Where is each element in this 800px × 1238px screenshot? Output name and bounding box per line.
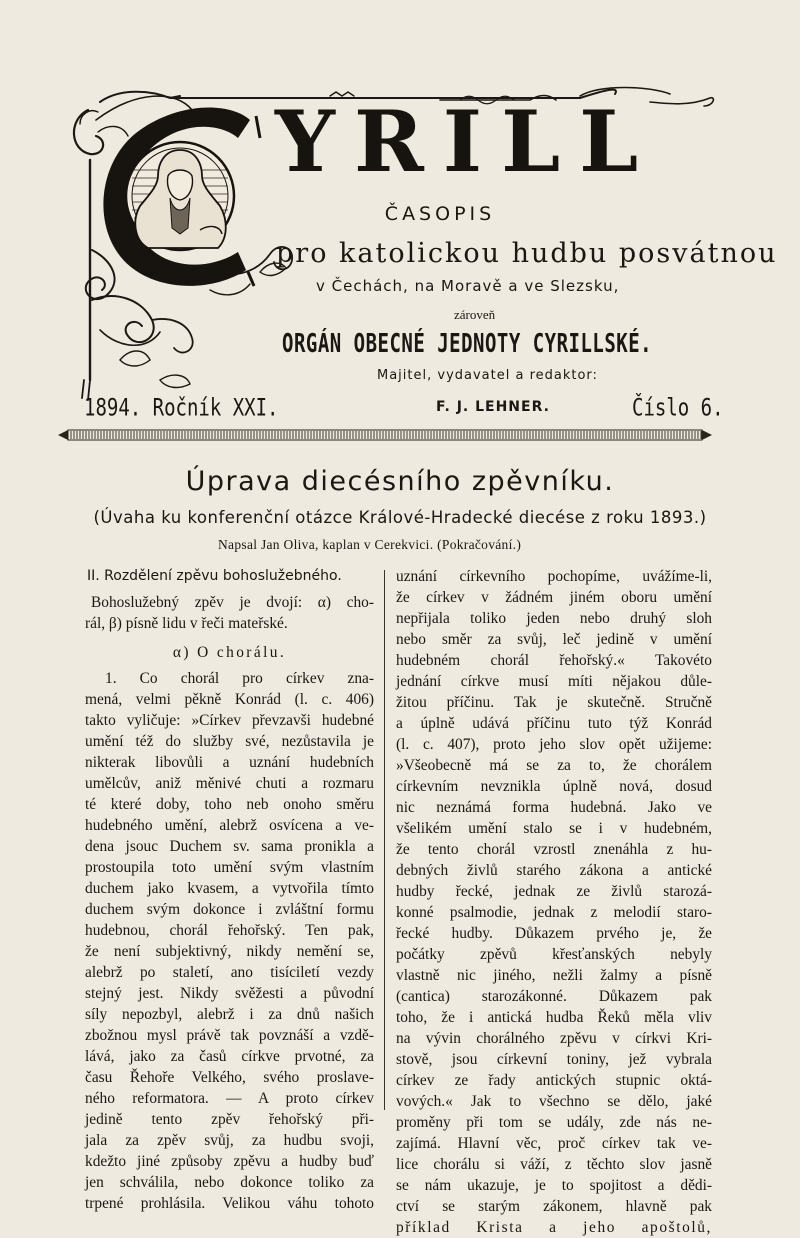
text-line: debných živlů starého zákona a antické — [396, 862, 712, 879]
text-line: a úplně udává příčinu tuto týž Konrád — [396, 715, 712, 732]
text-line: církevním nevznikla úplně nová, dosud — [396, 778, 712, 795]
text-line: vlastně nic jiného, nežli žalmy a písně — [396, 967, 712, 984]
article-title: Úprava diecésního zpěvníku. — [185, 466, 615, 497]
text-line: 1. Co chorál pro církev zna- — [105, 670, 374, 687]
text-line: žitou příčinu. Tak je skutečně. Stručně — [396, 694, 712, 711]
ornamental-rule — [58, 428, 712, 442]
text-line: ného reformatora. — A proto církev — [85, 1090, 374, 1107]
text-line: jen schválila, nebo dokonce toliko za — [85, 1174, 374, 1191]
text-line: nic neznámá forma hudebná. Jako ve — [396, 799, 712, 816]
masthead-organ: ORGÁN OBECNÉ JEDNOTY CYRILLSKÉ. — [282, 329, 653, 359]
text-line: řecké hudby. Důkazem prvého je, že — [396, 925, 712, 942]
text-line: všelikém umění stalo se i v hudebném, — [396, 820, 712, 837]
text-line: lice chorálu si váží, z těchto slov jasně — [396, 1156, 712, 1173]
article-subtitle: (Úvaha ku konferenční otázce Králové-Hradecké diecése z roku 1893.) — [93, 508, 707, 527]
saint-medallion-icon — [126, 142, 234, 250]
text-line: duchem jako kvasem, a vytvořila tímto — [85, 880, 374, 897]
text-line: že není subjektivný, nikdy nemění se, — [85, 943, 374, 960]
text-line: nepřijala toliko jeden nebo druhý sloh — [396, 610, 712, 627]
text-line: počátky zpěvů křesťanských nebyly — [396, 946, 712, 963]
text-line: zbožnou mysl právě tak povznáší a vzdě- — [85, 1027, 374, 1044]
subsection-heading: α) O chorálu. — [172, 644, 287, 661]
issue-number: Číslo 6. — [632, 394, 724, 422]
text-line: umění též do služby své, nezůstavila je — [85, 733, 374, 750]
text-line: dena jsouc Duchem sv. sama pronikla a — [85, 838, 374, 855]
text-line: rál, β) písně lidu v řeči mateřské. — [85, 615, 288, 632]
year-volume: 1894. Ročník XXI. — [84, 394, 279, 422]
text-line: hudby řecké, jednak ze živlů starozá- — [396, 883, 712, 900]
text-line: času Řehoře Velkého, svého proslave- — [85, 1069, 374, 1086]
text-line: duchem svým dokonce i zvláštní formu — [85, 901, 374, 918]
column-divider — [384, 570, 385, 1110]
text-line: že církev v žádném jiném oboru umění — [396, 589, 712, 606]
text-line: nikterak libovůli a uznání hudebních — [85, 754, 374, 771]
text-line: že tento chorál vzrostl znenáhla z hu- — [396, 841, 712, 858]
text-line: toho, že i antická hudba Řeků měla vliv — [396, 1009, 712, 1026]
text-line: hudebnou, chorál řehořský. Ten pak, — [85, 922, 374, 939]
text-line: vových.« Jak to všechno se dělo, jaké — [396, 1093, 712, 1110]
text-line: (cantica) starozákonné. Důkazem pak — [396, 988, 712, 1005]
journal-title: YRILL — [275, 92, 658, 191]
text-line: umělcův, aniž měnivé chuti a rozmaru — [85, 775, 374, 792]
text-line: nebo směr za svůj, leč jedině v umění — [396, 631, 712, 648]
editor-name: F. J. LEHNER. — [436, 399, 550, 415]
article-byline: Napsal Jan Oliva, kaplan v Cerekvici. (Pokračování.) — [218, 537, 522, 552]
masthead-region: v Čechách, na Moravě a ve Slezsku, — [316, 277, 620, 295]
text-line: hudebném chorál řehořský.« Takovéto — [396, 652, 712, 669]
text-line: Bohoslužebný zpěv je dvojí: α) cho- — [91, 594, 374, 611]
left-column — [85, 566, 374, 1214]
text-line: síly nepozbyl, alebrž i za dnů našich — [85, 1006, 374, 1023]
text-line: trpené prohlásila. Velikou váhu tohoto — [85, 1195, 374, 1212]
text-line: prostoupila toto umění svým vlastním — [85, 859, 374, 876]
right-column — [396, 566, 712, 1238]
text-line: alebrž po staletí, ano tisíciletí vezdy — [85, 964, 374, 981]
text-line: jedině tento zpěv řehořský při- — [85, 1111, 374, 1128]
text-line: té které doby, toho neb onoho směru — [85, 796, 374, 813]
masthead-owner-label: Majitel, vydavatel a redaktor: — [377, 368, 598, 383]
text-line: zajímá. Hlavní věc, proč církev tak ve- — [396, 1135, 712, 1152]
text-line: hudebného umění, alebrž osvícena a ve- — [85, 817, 374, 834]
text-line: konné psalmodie, jednak z melodií staro- — [396, 904, 712, 921]
text-line: se nám ukazuje, je to spojitost a dědi- — [396, 1177, 712, 1194]
masthead-subtitle: pro katolickou hudbu posvátnou — [276, 238, 778, 269]
text-line: církev ze řady antických stupnic oktá- — [396, 1072, 712, 1089]
text-line: ctví se starým zákonem, hlavně pak — [396, 1198, 712, 1215]
text-line: uznání církevního pochopíme, uvážíme-li, — [396, 568, 712, 585]
text-line: kdežto jiné způsoby zpěvu a hudby buď — [85, 1153, 374, 1170]
text-line: příklad Krista a jeho apoštolů, — [396, 1219, 712, 1236]
section-heading: II. Rozdělení zpěvu bohoslužebného. — [87, 568, 342, 584]
text-line: lává, jako za časů církve prvotné, za — [85, 1048, 374, 1065]
masthead-zaroven: zároveň — [454, 307, 496, 322]
text-line: stově, jsou církevní toniny, jež vybrala — [396, 1051, 712, 1068]
text-line: takto vyličuje: »Církev převzavši hudebné — [85, 712, 374, 729]
text-line: »Všeobecně má se za to, že chorálem — [396, 757, 712, 774]
text-line: jednání církve musí míti nějakou důle- — [396, 673, 712, 690]
text-line: stejný jest. Nikdy svěžesti a původní — [85, 985, 374, 1002]
masthead-casopis: ČASOPIS — [384, 203, 496, 225]
text-line: (l. c. 407), proto jeho slov opět užijeme: — [396, 736, 712, 753]
text-line: jala za zpěv svůj, za hudbu svoji, — [85, 1132, 374, 1149]
text-line: mená, velmi pěkně Konrád (l. c. 406) — [85, 691, 374, 708]
text-line: na vývin chorálného zpěvu v církvi Kri- — [396, 1030, 712, 1047]
text-line: proměny při tom se udály, zde nás ne- — [396, 1114, 712, 1131]
